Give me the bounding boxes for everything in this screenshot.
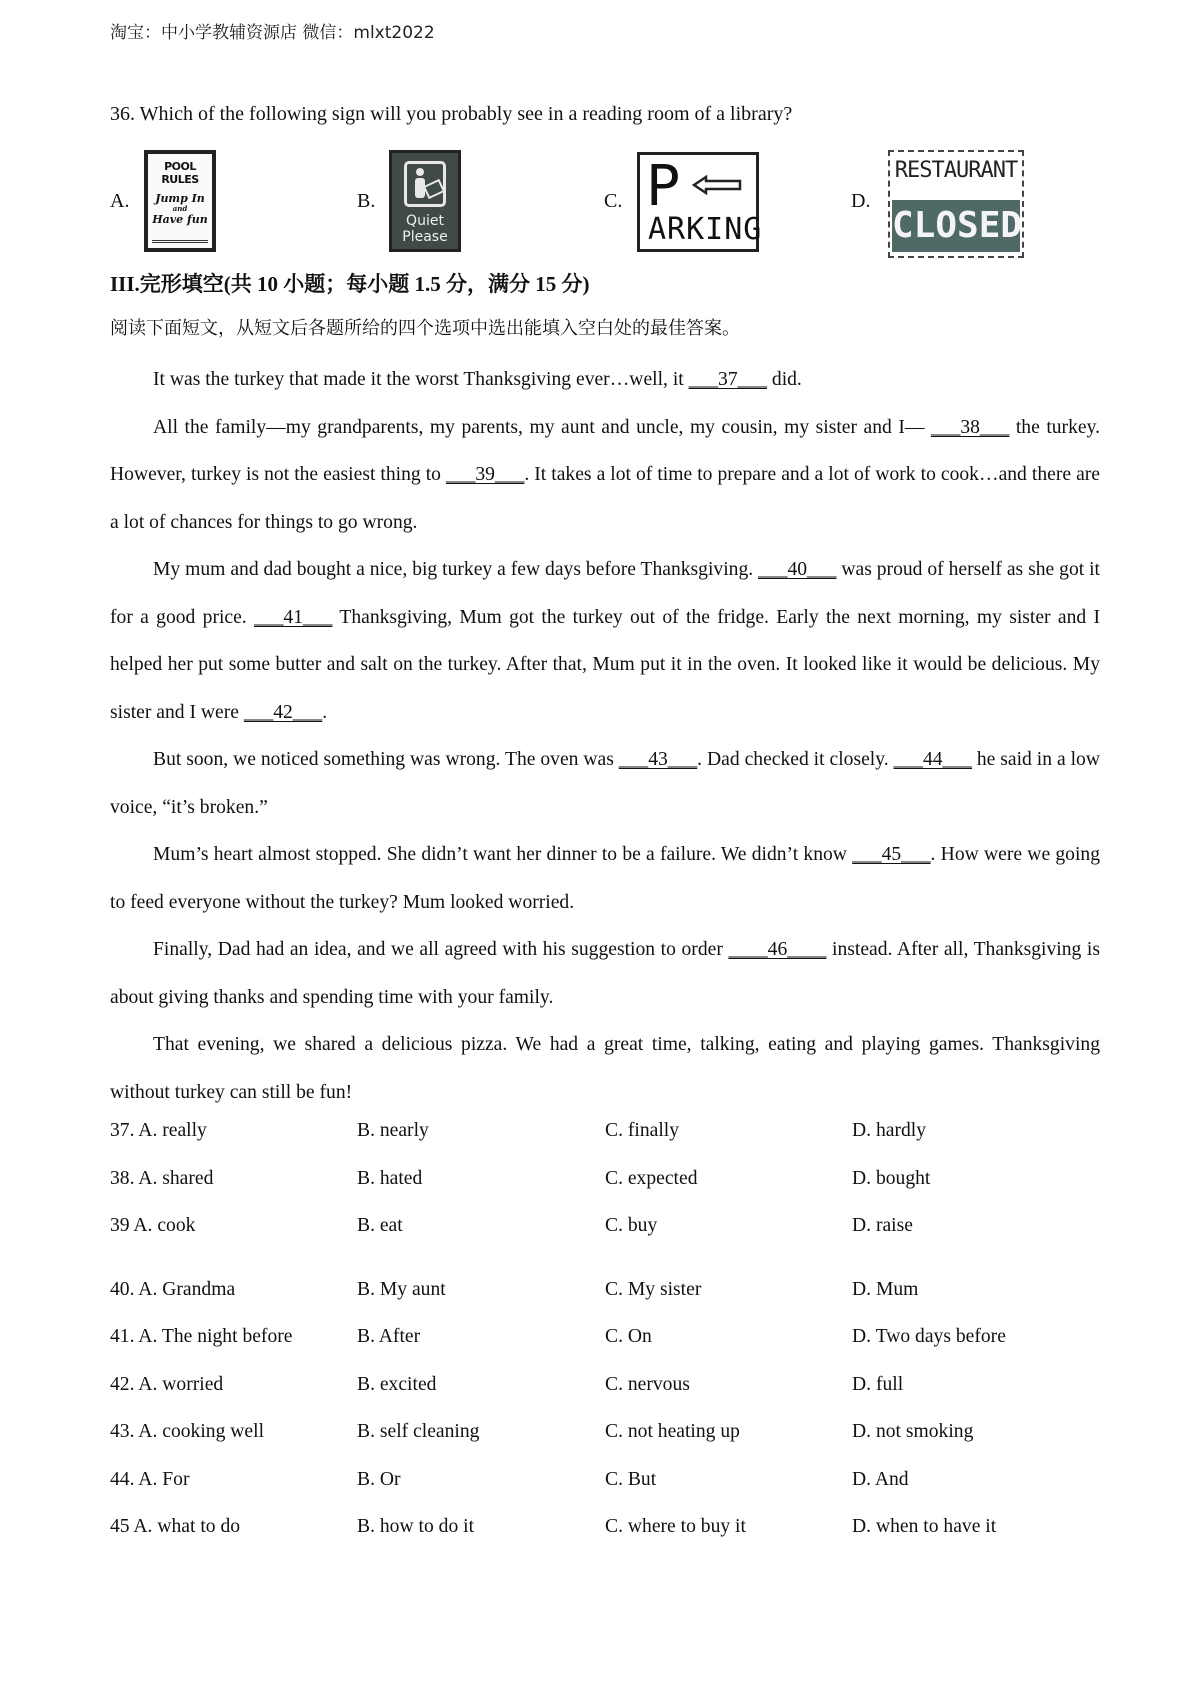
quiet-please-sign <box>389 150 461 252</box>
cloze-passage <box>110 356 1100 1116</box>
paragraph: All the family—my grandparents, my parents, my aunt and uncle, my cousin, my sister and I— ___38___ the turkey. However, turkey is not the easiest thing to ___39___. It takes a lot of time to prepare and a lot of work to cook…and there are a lot of chances for things to go wrong. <box>110 416 1101 533</box>
option-d-letter: D. <box>851 190 871 212</box>
blank-45: ___45___ <box>852 844 931 865</box>
blank-46: ____46____ <box>728 939 827 960</box>
section-instruction: 阅读下面短文，从短文后各题所给的四个选项中选出能填入空白处的最佳答案。 <box>110 318 740 339</box>
blank-38: ___38___ <box>930 416 1010 438</box>
answer-options <box>110 1120 1100 1564</box>
paragraph: That evening, we shared a delicious pizza. We had a great time, talking, eating and playing games. Thanksgiving without turkey can still be fun! <box>110 1034 1100 1103</box>
option-row-39: 39 A. cook B. eat C. buy D. raise <box>110 1215 913 1236</box>
blank-37: ___37___ <box>688 369 767 390</box>
option-a-letter: A. <box>110 190 130 212</box>
paragraph: Mum’s heart almost stopped. She didn’t want her dinner to be a failure. We didn’t know ___45___. How were we going to feed everyone without the turkey? Mum looked worried. <box>110 844 1101 913</box>
blank-44: ___44___ <box>893 749 972 770</box>
reading-person-icon <box>404 161 446 207</box>
blank-42: ___42___ <box>243 701 323 723</box>
option-b-letter: B. <box>357 190 376 212</box>
paragraph: But soon, we noticed something was wrong. The oven was ___43___. Dad checked it closely. ___44___ he said in a low voice, “it’s broken.” <box>110 749 1100 818</box>
restaurant-text: RESTAURANT <box>894 158 1018 183</box>
option-c-letter: C. <box>604 190 623 212</box>
quiet-please-text: Quiet Please <box>402 213 448 245</box>
option-row-37: 37. A. really B. nearly C. finally D. hardly <box>110 1120 927 1141</box>
parking-big-p: P <box>646 154 680 219</box>
left-arrow-icon <box>692 175 742 195</box>
blank-41: ___41___ <box>254 606 333 628</box>
option-row-43: 43. A. cooking well B. self cleaning C. not heating up D. not smoking <box>110 1421 974 1442</box>
parking-text: ARKING <box>648 212 763 247</box>
option-row-41: 41. A. The night before B. After C. On D. Two days before <box>110 1326 1006 1347</box>
page-header: 淘宝：中小学教辅资源店 微信：mlxt2022 <box>110 23 435 43</box>
wave-icon <box>152 230 208 243</box>
option-row-44: 44. A. For B. Or C. But D. And <box>110 1468 909 1490</box>
question-36: 36. Which of the following sign will you probably see in a reading room of a library? <box>110 103 793 125</box>
parking-sign <box>637 152 763 252</box>
section-title: III.完形填空(共 10 小题；每小题 1.5 分，满分 15 分) <box>110 272 590 296</box>
option-row-38: 38. A. shared B. hated C. expected D. bought <box>110 1167 931 1189</box>
paragraph: My mum and dad bought a nice, big turkey a few days before Thanksgiving. ___40___ was proud of herself as she got it for a good price. ___41___ Thanksgiving, Mum got the turkey out of the fridge. Early the next morning, my sister and I helped her put some butter and salt on the turkey. After that, Mum put it in the oven. It looked like it would be delicious. My sister and I were ___42___. <box>110 559 1101 723</box>
option-row-45: 45 A. what to do B. how to do it C. where to buy it D. when to have it <box>110 1516 997 1537</box>
restaurant-closed-sign <box>888 150 1024 258</box>
pool-rules-text: Jump In and Have fun <box>152 192 208 226</box>
closed-text: CLOSED <box>892 200 1020 252</box>
blank-43: ___43___ <box>618 749 698 770</box>
pool-rules-title: POOL RULES <box>161 160 199 186</box>
option-row-40: 40. A. Grandma B. My aunt C. My sister D. Mum <box>110 1278 919 1300</box>
paragraph: It was the turkey that made it the worst Thanksgiving ever…well, it ___37___ did. <box>153 369 802 390</box>
paragraph: Finally, Dad had an idea, and we all agreed with his suggestion to order ____46____ instead. After all, Thanksgiving is about giving thanks and spending time with your family. <box>110 939 1100 1008</box>
pool-rules-sign <box>144 150 216 252</box>
option-row-42: 42. A. worried B. excited C. nervous D. full <box>110 1373 904 1395</box>
blank-39: ___39___ <box>445 464 525 485</box>
blank-40: ___40___ <box>758 559 837 580</box>
